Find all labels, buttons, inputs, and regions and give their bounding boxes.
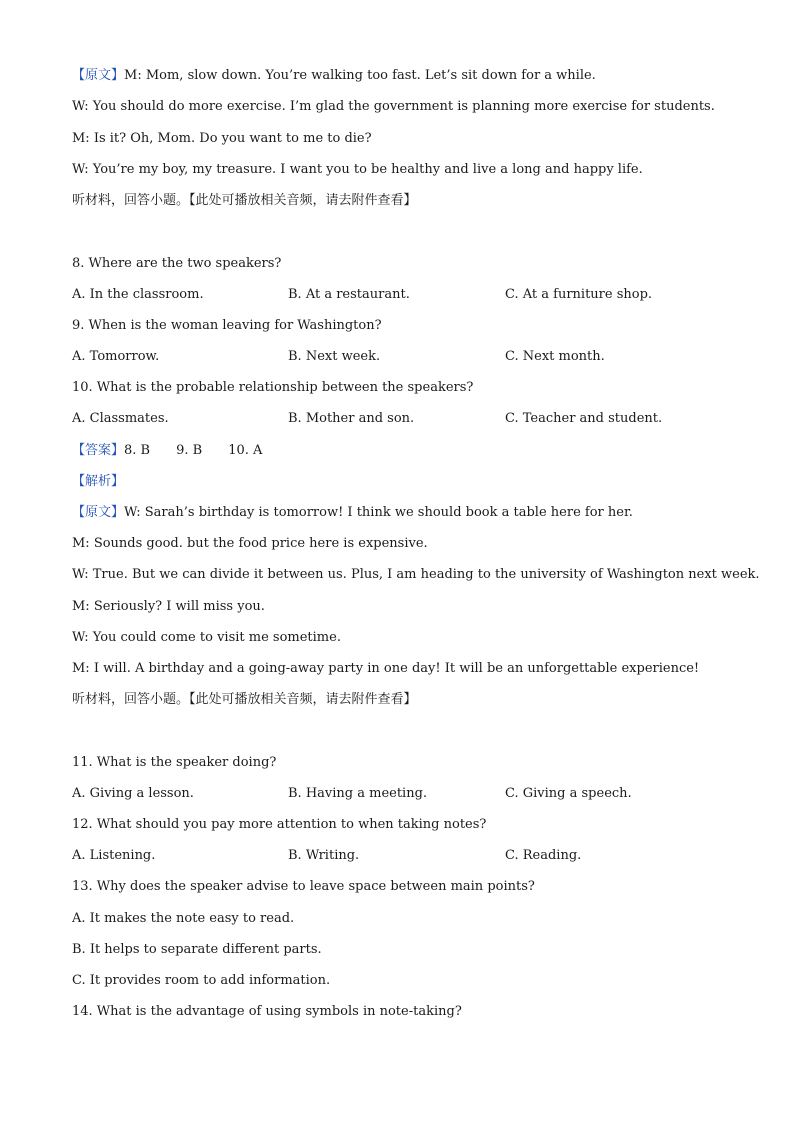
option-c: C. Next month. — [505, 349, 605, 364]
option-b: B. Mother and son. — [288, 411, 415, 426]
transcript-tag: 【原文】 — [72, 68, 125, 83]
transcript-text: M: Mom, slow down. You’re walking too fast. Let’s sit down for a while. — [124, 68, 596, 83]
option-b: B. Writing. — [288, 848, 360, 863]
transcript-line: W: You should do more exercise. I’m glad the government is planning more exercise for students. — [72, 99, 715, 114]
transcript-line: W: You could come to visit me sometime. — [72, 630, 341, 645]
answer-tag: 【答案】 — [72, 443, 125, 458]
question-stem: 10. What is the probable relationship between the speakers? — [72, 380, 474, 395]
transcript-line: M: I will. A birthday and a going-away party in one day! It will be an unforgettable experience! — [72, 661, 700, 676]
transcript-line: M: Sounds good. but the food price here is expensive. — [72, 536, 428, 551]
option-a: A. Listening. — [72, 848, 156, 863]
analysis-tag: 【解析】 — [72, 474, 125, 489]
option-c: C. Giving a speech. — [505, 786, 632, 801]
option-a: A. It makes the note easy to read. — [72, 911, 295, 926]
answer-item: 9. B — [176, 443, 203, 458]
transcript-line — [72, 505, 633, 521]
option-c: C. At a furniture shop. — [505, 287, 653, 302]
option-b: B. Next week. — [288, 349, 381, 364]
transcript-line: M: Seriously? I will miss you. — [72, 599, 265, 614]
question-stem: 11. What is the speaker doing? — [72, 755, 277, 770]
transcript-tag: 【原文】 — [72, 505, 125, 520]
option-b: B. Having a meeting. — [288, 786, 428, 801]
option-a: A. Classmates. — [72, 411, 169, 426]
question-stem: 14. What is the advantage of using symbols in note-taking? — [72, 1004, 462, 1019]
question-stem: 13. Why does the speaker advise to leave space between main points? — [72, 879, 535, 894]
answer-item: 10. A — [228, 443, 263, 458]
option-b: B. At a restaurant. — [288, 287, 410, 302]
option-a: A. Giving a lesson. — [72, 786, 194, 801]
transcript-line: W: You’re my boy, my treasure. I want you to be healthy and live a long and happy life. — [72, 162, 643, 177]
listen-note: 听材料，回答小题。【此处可播放相关音频，请去附件查看】 — [72, 692, 417, 707]
listen-note: 听材料，回答小题。【此处可播放相关音频，请去附件查看】 — [72, 193, 417, 208]
option-c: C. Teacher and student. — [505, 411, 663, 426]
transcript-line — [72, 68, 596, 84]
question-stem: 9. When is the woman leaving for Washington? — [72, 318, 382, 333]
answer-item: 8. B — [124, 443, 151, 458]
transcript-text: W: Sarah’s birthday is tomorrow! I think we should book a table here for her. — [124, 505, 633, 520]
option-c: C. It provides room to add information. — [72, 973, 331, 988]
transcript-line: W: True. But we can divide it between us. Plus, I am heading to the university of Washington next week. — [72, 567, 760, 582]
question-stem: 12. What should you pay more attention to when taking notes? — [72, 817, 487, 832]
option-a: A. In the classroom. — [72, 287, 204, 302]
option-b: B. It helps to separate different parts. — [72, 942, 322, 957]
transcript-line: M: Is it? Oh, Mom. Do you want to me to die? — [72, 131, 372, 146]
option-a: A. Tomorrow. — [72, 349, 160, 364]
question-stem: 8. Where are the two speakers? — [72, 256, 282, 271]
answer-line — [72, 443, 288, 459]
option-c: C. Reading. — [505, 848, 582, 863]
